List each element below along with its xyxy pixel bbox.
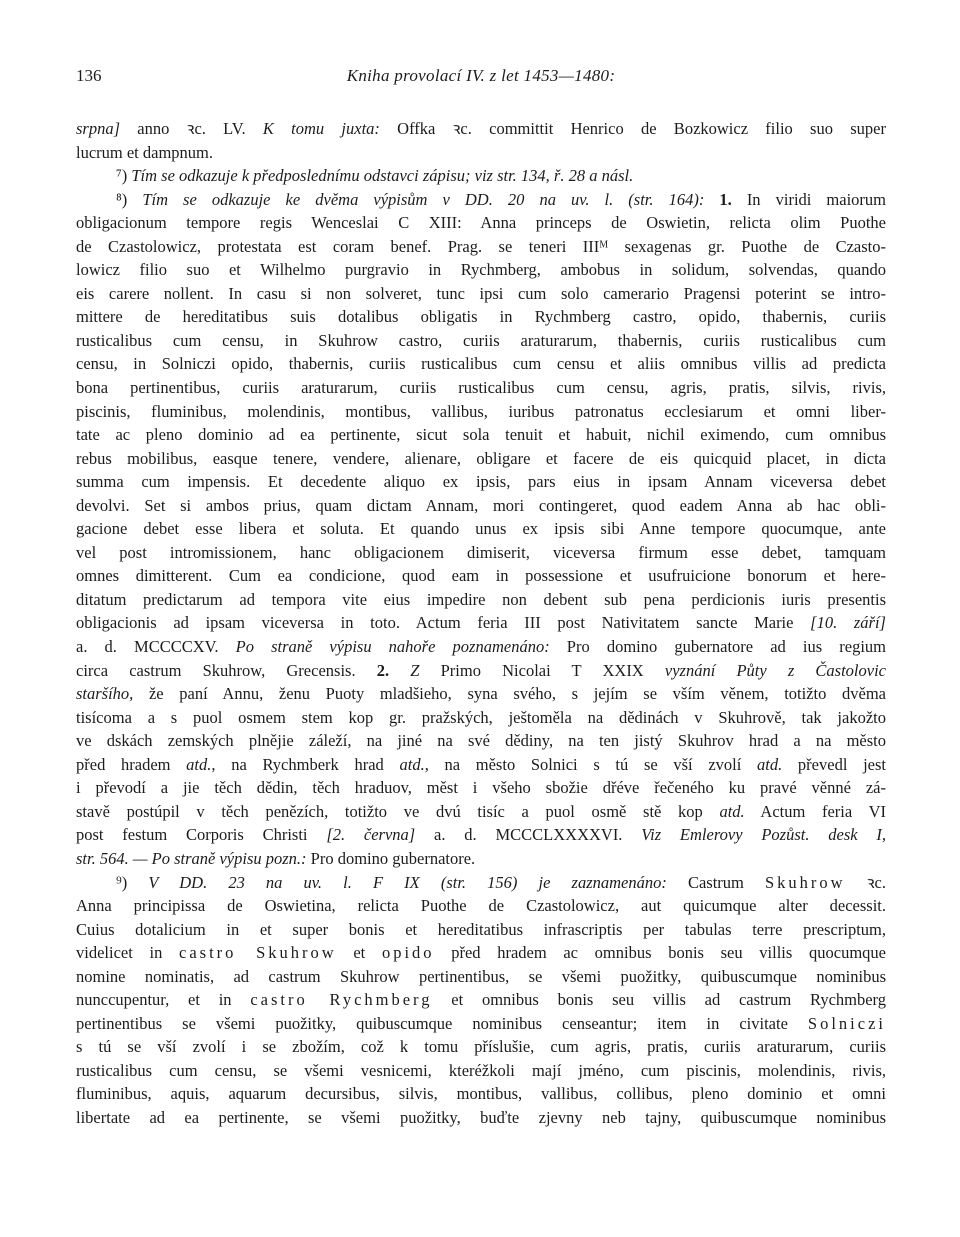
text-line <box>76 305 886 329</box>
text-segment: mittere de hereditatibus suis dotalibus obligatis in Rychmberg castro, opido, thabernis, curiis <box>76 307 886 327</box>
text-segment: rusticalibus cum censu, in Skuhrow castro, curiis araturarum, thabernis, curiis rusticalibus cum <box>76 330 886 350</box>
text-line <box>76 988 886 1012</box>
running-title: Kniha provolací IV. z let 1453—1480: <box>346 66 616 85</box>
text-segment: bona pertinentibus, curiis araturarum, curiis rusticalibus cum censu, agris, pratis, silvis, rivis, <box>76 378 886 398</box>
page-number: 136 <box>76 66 102 85</box>
text-line <box>76 564 886 588</box>
text-segment: , na město Solnici s tú se vší zvolí <box>424 754 758 774</box>
text-segment: Viz Emlerovy Pozůst. desk I, <box>641 825 886 845</box>
text-segment: censu, in Solniczi opido, thabernis, curiis rusticalibus cum censu et aliis omnibus villis ad predicta <box>76 354 886 374</box>
text-segment: srpna] <box>76 119 138 138</box>
text-line <box>76 235 886 259</box>
text-line <box>76 494 886 518</box>
text-line <box>76 1082 886 1106</box>
text-segment: videlicet in <box>76 943 179 963</box>
text-line <box>76 941 886 965</box>
text-segment: str. 564. — Po straně výpisu pozn.: <box>76 848 311 868</box>
text-segment: devolvi. Set si ambos prius, quam dictam Annam, mori contingeret, quod eadem Anna ab hac obli- <box>76 495 886 515</box>
text-segment: s tú se vší zvolí i se zbožím, což k tomu příslušie, cum agris, pratis, curiis araturarum, curiis <box>76 1037 886 1057</box>
text-segment: a. d. MCCCCXV. <box>76 637 236 657</box>
text-line <box>76 541 886 565</box>
text-line <box>76 423 886 447</box>
text-segment: 2. <box>376 660 411 680</box>
text-line <box>76 1106 886 1130</box>
text-line <box>76 635 886 659</box>
text-segment: a. d. MCCCLXXXXVI. <box>415 825 642 845</box>
text-segment: circa castrum Skuhrow, Grecensis. <box>76 660 377 680</box>
text-segment: obligacionum tempore regis Wenceslai C XIII: Anna princeps de Oswietin, relicta olim Puothe <box>76 213 886 233</box>
text-line <box>76 823 886 847</box>
text-segment: atd. <box>757 754 783 774</box>
text-segment: lucrum et dampnum. <box>76 142 214 162</box>
text-line <box>76 871 886 895</box>
text-segment: Solniczi <box>807 1013 886 1033</box>
text-line <box>76 918 886 942</box>
text-segment: Skuhrow <box>765 872 846 892</box>
text-segment: obligacionis ad ipsam viceversa in toto. Actum feria III post Nativitatem sancte Marie <box>76 613 811 633</box>
text-segment: V DD. 23 na uv. l. F IX (str. 156) je zaznamenáno: <box>148 872 667 892</box>
text-line <box>76 682 886 706</box>
text-segment: atd. <box>399 754 425 774</box>
text-line <box>76 588 886 612</box>
text-segment: rebus mobilibus, easque tenere, vendere, alienare, obligare et facere de eis quicquid placet, in dicta <box>76 448 886 468</box>
text-segment: eis carere nollent. In casu si non solveret, tunc ipsi cum solo camerario Pragensi poterint se intro- <box>76 283 886 303</box>
text-segment: atd. <box>719 801 745 821</box>
text-segment: [10. září] <box>810 613 886 633</box>
body-text <box>76 117 886 1130</box>
text-line <box>76 965 886 989</box>
text-segment: de Czastolowicz, protestata est coram benef. Prag. se teneri IIIᴹ sexagenas gr. Puothe de Czasto- <box>76 236 886 256</box>
text-segment: ⁹) <box>116 872 149 892</box>
text-segment: castro Rychmberg <box>250 990 433 1010</box>
text-segment: rusticalibus cum censu, se všemi vesnicemi, kteréžkoli mají jméno, cum piscinis, molendinis, rivis, <box>76 1060 886 1080</box>
text-segment: stavě postúpil v těch penězích, totižto ve dvú tisíc a puol osmě stě kop <box>76 801 720 821</box>
text-segment: 1. <box>719 189 747 209</box>
text-line <box>76 211 886 235</box>
text-line <box>76 729 886 753</box>
text-segment: převedl jest <box>782 754 886 774</box>
text-segment: anno ꝛc. LV. <box>137 119 263 138</box>
text-segment: piscinis, fluminibus, molendinis, montibus, vallibus, iuribus patronatus ecclesiarum et omni liber- <box>76 401 886 421</box>
text-line <box>76 659 886 683</box>
text-segment: staršího, <box>76 684 149 704</box>
text-line <box>76 776 886 800</box>
text-segment: ⁸) <box>116 189 143 209</box>
text-line <box>76 376 886 400</box>
text-segment: Anna principissa de Oswietina, relicta Puothe de Czastolowicz, aut quicumque alter decessit. <box>76 896 886 916</box>
text-line <box>76 1012 886 1036</box>
text-segment: post festum Corporis Christi <box>76 825 327 845</box>
text-segment: omnes dimitterent. Cum ea condicione, quod eam in possessione et usufruicione bonorum et here- <box>76 566 886 586</box>
text-segment: pertinentibus se všemi puožitky, quibuscumque nominibus censeantur; item in civitate <box>76 1013 808 1033</box>
text-segment: et omnibus bonis seu villis ad castrum Rychmberg <box>432 990 886 1010</box>
text-line <box>76 1059 886 1083</box>
text-line <box>76 611 886 635</box>
page-header <box>76 66 886 90</box>
text-segment: atd. <box>186 754 212 774</box>
text-line <box>76 188 886 212</box>
text-segment: tisícoma a s puol osmem stem kop gr. pražských, ještoměla na dědinách v Skuhrově, tak jakožto <box>76 707 886 727</box>
text-segment: , na Rychmberk hrad <box>211 754 400 774</box>
text-segment: tate ac pleno dominio ad ea pertinente, sicut sola tenuit et habuit, nichil eximendo, cum omnibus <box>76 425 886 445</box>
text-segment: In viridi maiorum <box>746 189 886 209</box>
text-segment: ⁷) <box>116 166 132 186</box>
text-line <box>76 894 886 918</box>
text-line <box>76 329 886 353</box>
text-segment: Castrum <box>666 872 765 892</box>
text-line <box>76 282 886 306</box>
text-segment: et <box>336 943 382 963</box>
text-segment: Pro domino gubernatore. <box>310 848 476 868</box>
text-segment: gacione debet esse libera et soluta. Et quando unus ex ipsis sibi Anne tempore quocumque, ante <box>76 519 886 539</box>
text-line <box>76 470 886 494</box>
text-line <box>76 141 886 165</box>
text-line <box>76 517 886 541</box>
text-segment: ꝛc. <box>845 872 886 892</box>
text-segment: Cuius dotalicium in et super bonis et hereditatibus infrascriptis per tabulas terre prescriptum, <box>76 919 886 939</box>
text-line <box>76 1035 886 1059</box>
text-segment: Primo Nicolai T XXIX <box>440 660 665 680</box>
text-segment: nunccupentur, et in <box>76 990 251 1010</box>
text-segment: Po straně výpisu nahoře poznamenáno: <box>235 637 567 657</box>
text-line <box>76 447 886 471</box>
text-segment: ve dskách zemských plnějie záleží, na jiné na své dědiny, na ten jistý Skuhrov hrad a na město <box>76 731 886 751</box>
text-segment: Tím se odkazuje ke dvěma výpisům v DD. 20 na uv. l. (str. 164): <box>142 189 720 209</box>
text-line <box>76 352 886 376</box>
text-line <box>76 847 886 871</box>
text-segment: že paní Annu, ženu Puoty mladšieho, syna svého, s jejím se vším věnem, totižto dvěma <box>148 684 886 704</box>
text-segment: Offka ꝛc. committit Henrico de Bozkowicz filio suo super <box>397 119 886 138</box>
text-segment: Tím se odkazuje k předposlednímu odstavci zápisu; viz str. 134, ř. 28 a násl. <box>131 166 634 186</box>
text-segment: nomine nominatis, ad castrum Skuhrow pertinentibus, se všemi puožitky, quibuscumque nominibus <box>76 966 886 986</box>
text-segment: castro Skuhrow <box>179 943 337 963</box>
text-line <box>76 117 886 141</box>
text-segment: před hradem <box>76 754 187 774</box>
text-segment: před hradem ac omnibus bonis seu villis quocumque <box>434 943 886 963</box>
text-segment: [2. června] <box>326 825 416 845</box>
text-segment: ditatum predictarum ad tempora vite eius impedire non debent sub pena perdicionis iuris presentis <box>76 589 886 609</box>
text-segment: fluminibus, aquis, aquarum decursibus, silvis, montibus, vallibus, collibus, pleno dominio et omni <box>76 1084 886 1104</box>
text-line <box>76 800 886 824</box>
text-segment: Z <box>410 660 441 680</box>
text-segment: vel post intromissionem, hanc obligacionem dimiserit, viceversa firmum esse debet, tamquam <box>76 542 886 562</box>
text-line <box>76 164 886 188</box>
text-segment: lowicz filio suo et Wilhelmo purgravio in Rychmberg, ambobus in solidum, solvendas, quando <box>76 260 886 280</box>
text-segment: libertate ad ea pertinente, se všemi puožitky, buďte zjevny neb tajny, quibuscumque nominibus <box>76 1107 886 1127</box>
text-segment: i převodí a jie těch dědin, těch hraduov, měst i všeho sbožie dřéve řečeného ku pravé věnné zá- <box>76 778 886 798</box>
text-segment: summa cum impensis. Et decedente aliquo ex ipsis, pars eius in ipsam Annam viceversa debet <box>76 472 886 492</box>
text-line <box>76 753 886 777</box>
text-segment: opido <box>381 943 435 963</box>
text-segment: vyznání Půty z Častolovic <box>664 660 886 680</box>
text-line <box>76 400 886 424</box>
text-segment: Pro domino gubernatore ad ius regium <box>566 637 886 657</box>
text-line <box>76 706 886 730</box>
text-line <box>76 258 886 282</box>
text-segment: Actum feria VI <box>744 801 886 821</box>
text-segment: K tomu juxta: <box>262 119 398 138</box>
